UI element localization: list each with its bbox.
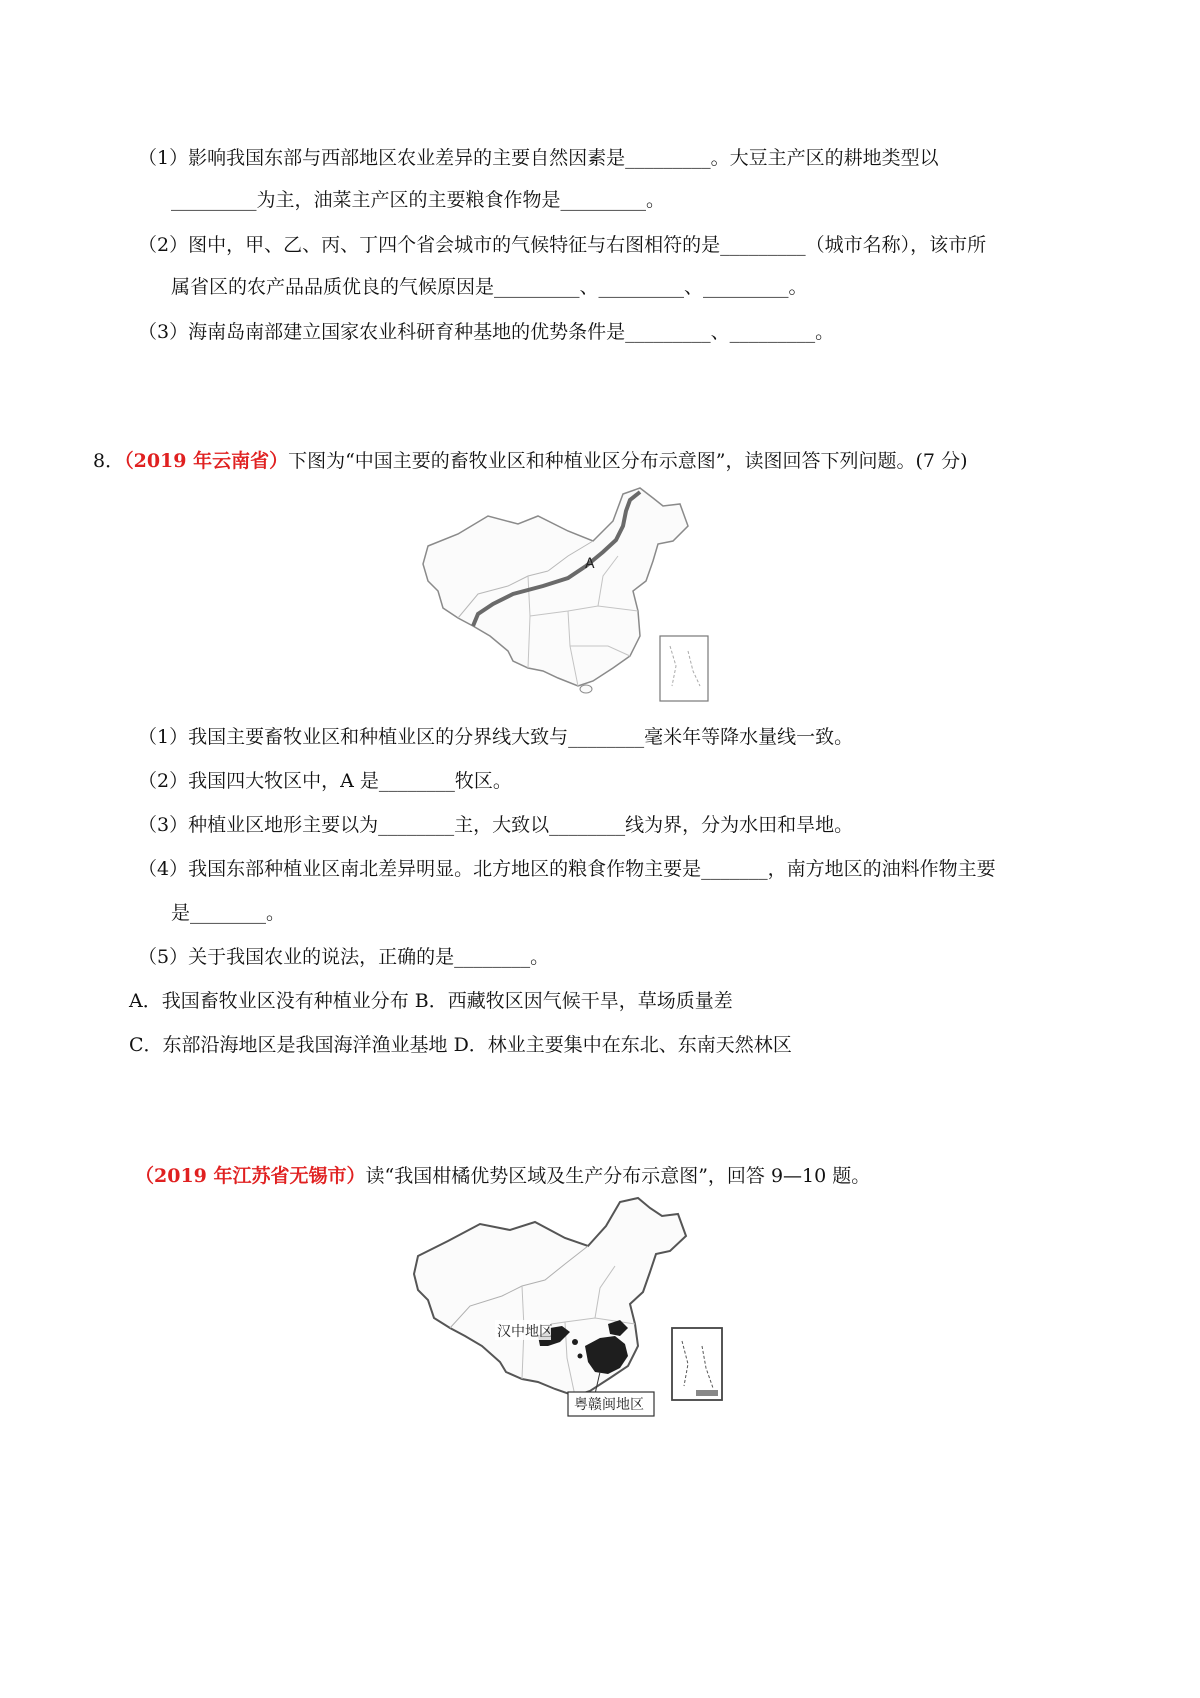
q8-source: （2019 年云南省） [124, 450, 289, 472]
q7-part3: （3）海南岛南部建立国家农业科研育种基地的优势条件是_________、_________。 [138, 321, 835, 343]
q7-part1-line2: _________为主，油菜主产区的主要粮食作物是_________。 [171, 189, 666, 211]
citrus-distribution-map [410, 1196, 730, 1421]
q8-heading [93, 449, 967, 473]
q9-stem: 读“我国柑橘优势区域及生产分布示意图”，回答 9—10 题。 [365, 1165, 871, 1187]
q8-part4-line2: 是________。 [171, 902, 286, 924]
q9-source: （2019 年江苏省无锡市） [135, 1165, 366, 1187]
q8-part1: （1）我国主要畜牧业区和种植业区的分界线大致与________毫米年等降水量线一致。 [138, 726, 854, 748]
q8-options-ab: A．我国畜牧业区没有种植业分布 B．西藏牧区因气候干旱，草场质量差 [129, 990, 733, 1012]
south-china-sea-inset-2 [672, 1328, 722, 1400]
q7-part2-line1: （2）图中，甲、乙、丙、丁四个省会城市的气候特征与右图相符的是_________（城市名称），该市所 [138, 234, 987, 256]
q8-options-cd: C．东部沿海地区是我国海洋渔业基地 D．林业主要集中在东北、东南天然林区 [129, 1034, 792, 1056]
label-yuegan: 粤赣闽地区 [574, 1397, 644, 1413]
map-label-a: A [585, 556, 595, 572]
q8-number: 8． [93, 450, 125, 472]
south-china-sea-inset [660, 636, 708, 701]
q7-part1-line1: （1）影响我国东部与西部地区农业差异的主要自然因素是_________。大豆主产区的耕地类型以 [138, 147, 939, 169]
q8-stem: 下图为“中国主要的畜牧业区和种植业区分布示意图”，读图回答下列问题。(7 分) [288, 450, 968, 472]
q8-part3: （3）种植业区地形主要以为________主，大致以________线为界，分为水田和旱地。 [138, 814, 854, 836]
china-outline-2 [414, 1198, 686, 1396]
q8-part5: （5）关于我国农业的说法，正确的是________。 [138, 946, 550, 968]
q8-part4-line1: （4）我国东部种植业区南北差异明显。北方地区的粮食作物主要是_______，南方地区的油料作物主要 [138, 858, 996, 880]
q7-part2-line2: 属省区的农产品品质优良的气候原因是_________、_________、_________。 [171, 276, 808, 298]
china-outline [423, 488, 688, 686]
china-agriculture-map [418, 486, 718, 706]
label-hanzhong: 汉中地区 [497, 1324, 553, 1340]
q9-heading [135, 1164, 870, 1188]
q8-part2: （2）我国四大牧区中，A 是________牧区。 [138, 770, 512, 792]
